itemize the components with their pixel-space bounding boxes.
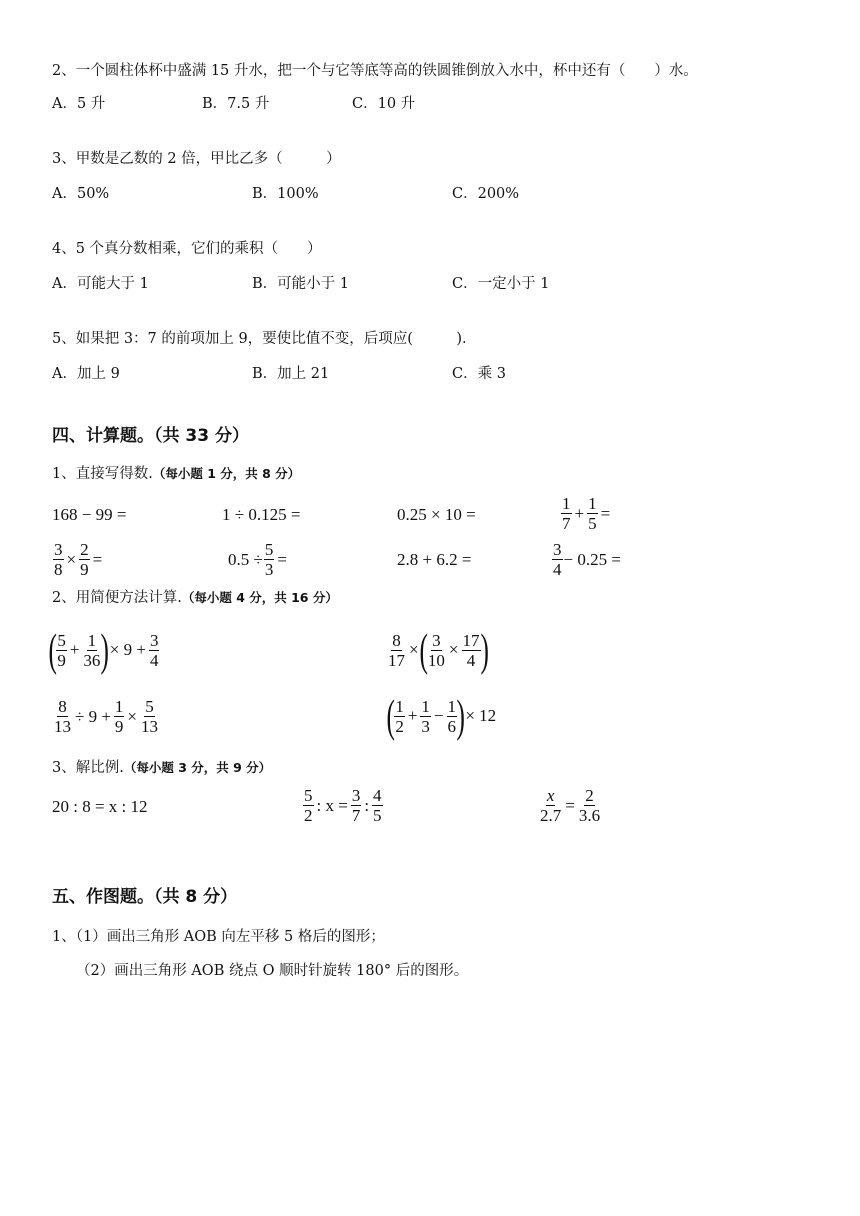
expr-lead: 0.5 ÷	[228, 549, 263, 569]
frac-den: 2.7	[540, 806, 562, 825]
operator: +	[407, 706, 418, 725]
direct-expr-2: 1 ÷ 0.125 =	[222, 505, 301, 524]
question-4-option-c: C．一定小于 1	[452, 276, 550, 292]
frac-den: 9	[80, 560, 89, 579]
question-2-option-b: B．7.5 升	[202, 96, 270, 112]
frac-den: 2	[304, 806, 313, 825]
part-3-note: （每小题 3 分，共 9 分）	[123, 760, 272, 775]
frac-num: 3	[553, 540, 562, 559]
frac-num: 1	[447, 696, 457, 716]
direct-expr-6	[228, 540, 289, 579]
frac-num: 4	[373, 786, 382, 805]
frac-den: 5	[373, 806, 382, 825]
direct-expr-5	[52, 540, 104, 579]
frac-num: 1	[395, 696, 404, 716]
question-4-option-b: B．可能小于 1	[252, 276, 349, 292]
frac-den: 17	[388, 650, 405, 670]
frac-num: 5	[57, 630, 66, 650]
frac-den: 4	[553, 560, 562, 579]
operator: +	[574, 503, 585, 523]
expr-tail: × 12	[465, 706, 497, 725]
frac-den: 5	[588, 514, 597, 533]
question-3-option-b: B．100%	[252, 186, 319, 202]
simplify-expr-3	[52, 697, 160, 736]
frac-den: 4	[149, 650, 159, 670]
frac-num: x	[546, 786, 555, 805]
part-2-label: 2、用简便方法计算.	[52, 590, 182, 606]
operator: ×	[448, 640, 459, 659]
frac-den: 4	[466, 650, 476, 670]
question-3-option-c: C．200%	[452, 186, 520, 202]
frac-num: 1	[87, 630, 97, 650]
frac-num: 2	[80, 540, 89, 559]
question-5-stem: 5、如果把 3：7 的前项加上 9，要使比值不变，后项应( ).	[52, 331, 467, 347]
question-4-stem: 4、5 个真分数相乘，它们的乘积（ ）	[52, 241, 322, 257]
expr-tail: − 0.25 =	[563, 549, 621, 569]
part-2-title	[52, 589, 338, 607]
frac-den: 36	[83, 650, 101, 670]
frac-num: 5	[145, 697, 154, 716]
frac-num: 1	[421, 696, 430, 716]
part-3-title	[52, 759, 271, 777]
operator: ×	[66, 549, 77, 569]
direct-expr-3: 0.25 × 10 =	[397, 505, 476, 524]
frac-num: 1	[114, 697, 124, 716]
operator: ×	[127, 706, 138, 726]
frac-den: 7	[351, 806, 361, 825]
simplify-expr-4: ( $\frac{1}{2}$ + $\frac{1}{3}$ − $\frac{1}{6}$ ) × 12	[386, 690, 497, 741]
frac-num: 1	[588, 494, 597, 513]
question-5-option-a: A．加上 9	[52, 366, 120, 382]
frac-num: 5	[304, 786, 313, 805]
frac-den: 3	[421, 716, 430, 736]
direct-expr-4	[560, 494, 612, 533]
direct-expr-1: 168 − 99 =	[52, 505, 127, 524]
equals: =	[600, 503, 611, 523]
frac-num: 8	[58, 697, 67, 716]
drawing-question-line-2: （2）画出三角形 AOB 绕点 O 顺时针旋转 180° 后的图形。	[76, 963, 469, 979]
question-2-option-c: C．10 升	[352, 96, 416, 112]
separator: :	[364, 795, 370, 815]
question-5-option-c: C．乘 3	[452, 366, 506, 382]
equals: =	[277, 549, 287, 569]
question-3-option-a: A．50%	[52, 186, 110, 202]
direct-expr-7: 2.8 + 6.2 =	[397, 550, 472, 569]
part-1-title	[52, 465, 300, 483]
frac-den: 9	[57, 650, 66, 670]
operator: +	[69, 640, 80, 659]
question-2-option-a: A．5 升	[52, 96, 106, 112]
part-3-label: 3、解比例.	[52, 760, 124, 776]
operator: ×	[409, 640, 419, 659]
drawing-question-line-1: 1、（1）画出三角形 AOB 向左平移 5 格后的图形；	[52, 929, 385, 945]
frac-den: 2	[395, 716, 404, 736]
part-1-label: 1、直接写得数.	[52, 466, 153, 482]
section-4-heading: 四、计算题。（共 33 分）	[52, 426, 249, 446]
frac-den: 3.6	[578, 806, 601, 825]
frac-num: 3	[351, 786, 361, 805]
frac-den: 13	[141, 717, 159, 736]
question-4-option-a: A．可能大于 1	[52, 276, 149, 292]
proportion-3	[538, 786, 602, 825]
frac-den: 13	[54, 717, 71, 736]
proportion-1: 20 : 8 = x : 12	[52, 797, 148, 816]
direct-expr-8	[551, 540, 621, 579]
proportion-2	[302, 786, 384, 825]
frac-num: 17	[462, 630, 480, 650]
equals: =	[565, 795, 575, 815]
question-3-stem: 3、甲数是乙数的 2 倍，甲比乙多（ ）	[52, 151, 341, 167]
frac-num: 3	[54, 540, 63, 559]
question-5-option-b: B．加上 21	[252, 366, 330, 382]
question-2-stem: 2、一个圆柱体杯中盛满 15 升水，把一个与它等底等高的铁圆锥倒放入水中，杯中还有（ ）水。	[52, 63, 698, 79]
operator: −	[433, 706, 444, 725]
frac-num: 2	[585, 786, 594, 805]
frac-den: 6	[447, 716, 457, 736]
expr-mid: × 9 +	[109, 640, 146, 659]
frac-den: 7	[562, 514, 571, 533]
part-2-note: （每小题 4 分，共 16 分）	[181, 590, 338, 605]
frac-num: 3	[432, 630, 441, 650]
expr-mid: : x =	[316, 795, 348, 815]
simplify-expr-2: $\frac{8}{17}$ × ( $\frac{3}{10}$ × $\frac{17}{4}$ )	[388, 624, 489, 675]
frac-num: 3	[149, 630, 159, 650]
frac-num: 1	[562, 494, 571, 513]
equals: =	[92, 549, 103, 569]
frac-den: 10	[427, 650, 445, 670]
section-5-heading: 五、作图题。（共 8 分）	[52, 887, 238, 907]
frac-den: 8	[54, 560, 63, 579]
frac-num: 5	[264, 540, 274, 559]
frac-den: 3	[264, 560, 274, 579]
simplify-expr-1: ( $\frac{5}{9}$ + $\frac{1}{36}$ ) × 9 + $\frac{3}{4}$	[48, 624, 159, 675]
frac-num: 8	[392, 630, 401, 650]
expr-mid: ÷ 9 +	[75, 706, 111, 726]
frac-den: 9	[114, 717, 124, 736]
part-1-note: （每小题 1 分，共 8 分）	[152, 466, 301, 481]
